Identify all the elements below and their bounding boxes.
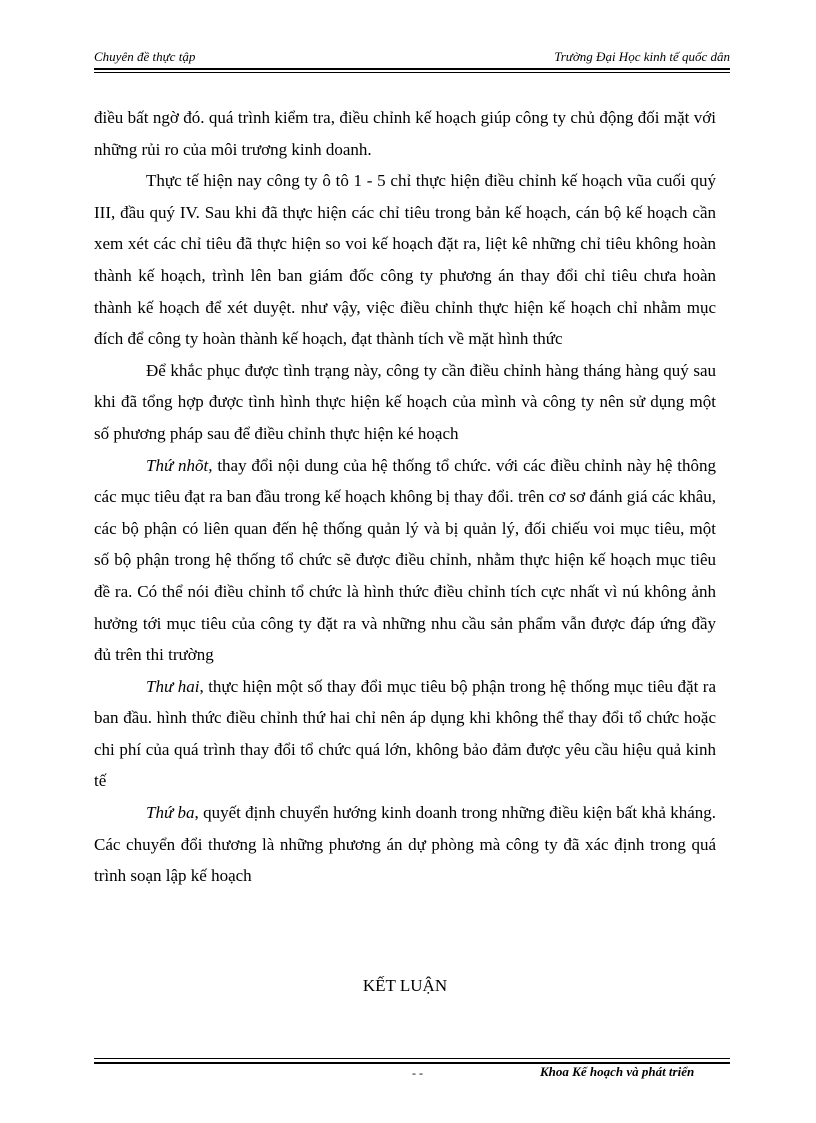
page-header (94, 46, 730, 68)
document-body (94, 102, 716, 892)
paragraph-text: thay đổi nội dung của hệ thống tổ chức. với các điều chỉnh này hệ thông các mục tiêu đạt ra ban đầu trong kế hoạch không bị thay đổi. trên cơ sơ đánh giá các khâu, các bộ phận có liên quan đến hệ thống quản lý và bị quản lý, đối chiếu voi mục tiêu, một số bộ phận trong hệ thống tổ chức sẽ được điều chỉnh, nhằm thực hiện kế hoạch mục tiêu đề ra. Có thể nói điều chỉnh tổ chức là hình thức điều chỉnh tích cực nhất vì nú không ảnh hưởng tới mục tiêu của công ty đặt ra và những nhu cầu sản phẩm vẫn được đáp ứng đầy đủ trên thi trường (94, 455, 716, 665)
paragraph (94, 797, 716, 892)
paragraph-text: Để khắc phục được tình trạng này, công ty cần điều chỉnh hàng tháng hàng quý sau khi đã tổng hợp được tình hình thực hiện kế hoạch của mình và công ty nên sử dụng một số phương pháp sau để điều chỉnh thực hiện ké hoạch (94, 360, 716, 443)
footer-rule-thin (94, 1058, 730, 1059)
paragraph-lead: Thư hai (146, 676, 200, 696)
paragraph-text: , quyết định chuyển hướng kinh doanh trong những điều kiện bất khả kháng. Các chuyển đổi thương là những phương án dự phòng mà công ty đã xác định trong quá trình soạn lập kế hoạch (94, 803, 716, 886)
header-right-title: Trường Đại Học kinh tế quốc dân (554, 49, 730, 64)
paragraph-continuation (94, 102, 716, 165)
conclusion-heading: KẾT LUẬN (362, 976, 448, 995)
paragraph-text: , thực hiện một số thay đổi mục tiêu bộ phận trong hệ thống mục tiêu đặt ra ban đầu. hình thức điều chỉnh thứ hai chỉ nên áp dụng khi không thể thay đổi tổ chức hoặc chi phí của quá trình thay đổi tổ chức quá lớn, không bảo đảm được yêu cầu hiệu quả kinh tế (94, 676, 717, 791)
paragraph (94, 671, 716, 797)
paragraph (94, 165, 716, 355)
footer-department: Khoa Kế hoạch và phát triển (540, 1064, 695, 1079)
page-number: - - (412, 1066, 423, 1080)
header-rule-thick (94, 68, 730, 70)
paragraph-lead: Thứ ba (146, 803, 195, 823)
paragraph-text: Thực tế hiện nay công ty ô tô 1 - 5 chỉ thực hiện điều chỉnh kế hoạch vũa cuối quý III, đầu quý IV. Sau khi đã thực hiện các chỉ tiêu trong bản kế hoạch, cán bộ kế hoạch cần xem xét các chỉ tiêu đã thực hiện so voi kế hoạch đặt ra, liệt kê những chỉ tiêu không hoàn thành kế hoạch, trình lên ban giám đốc công ty phương án thay đổi chỉ tiêu chưa hoàn thành kế hoạch để xét duyệt. như vậy, việc điều chỉnh thực hiện kế hoạch chỉ nhằm mục đích để công ty hoàn thành kế hoạch, đạt thành tích về mặt hình thức (94, 171, 716, 349)
paragraph-lead: Thứ nhõt, (146, 455, 213, 475)
header-rule-thin (94, 72, 730, 73)
paragraph (94, 450, 716, 671)
paragraph-text: điều bất ngờ đó. quá trình kiểm tra, điều chỉnh kế hoạch giúp công ty chủ động đối mặt với những rủi ro của môi trương kinh doanh. (94, 108, 716, 159)
header-left-title: Chuyên đề thực tập (94, 49, 196, 64)
paragraph (94, 355, 716, 450)
